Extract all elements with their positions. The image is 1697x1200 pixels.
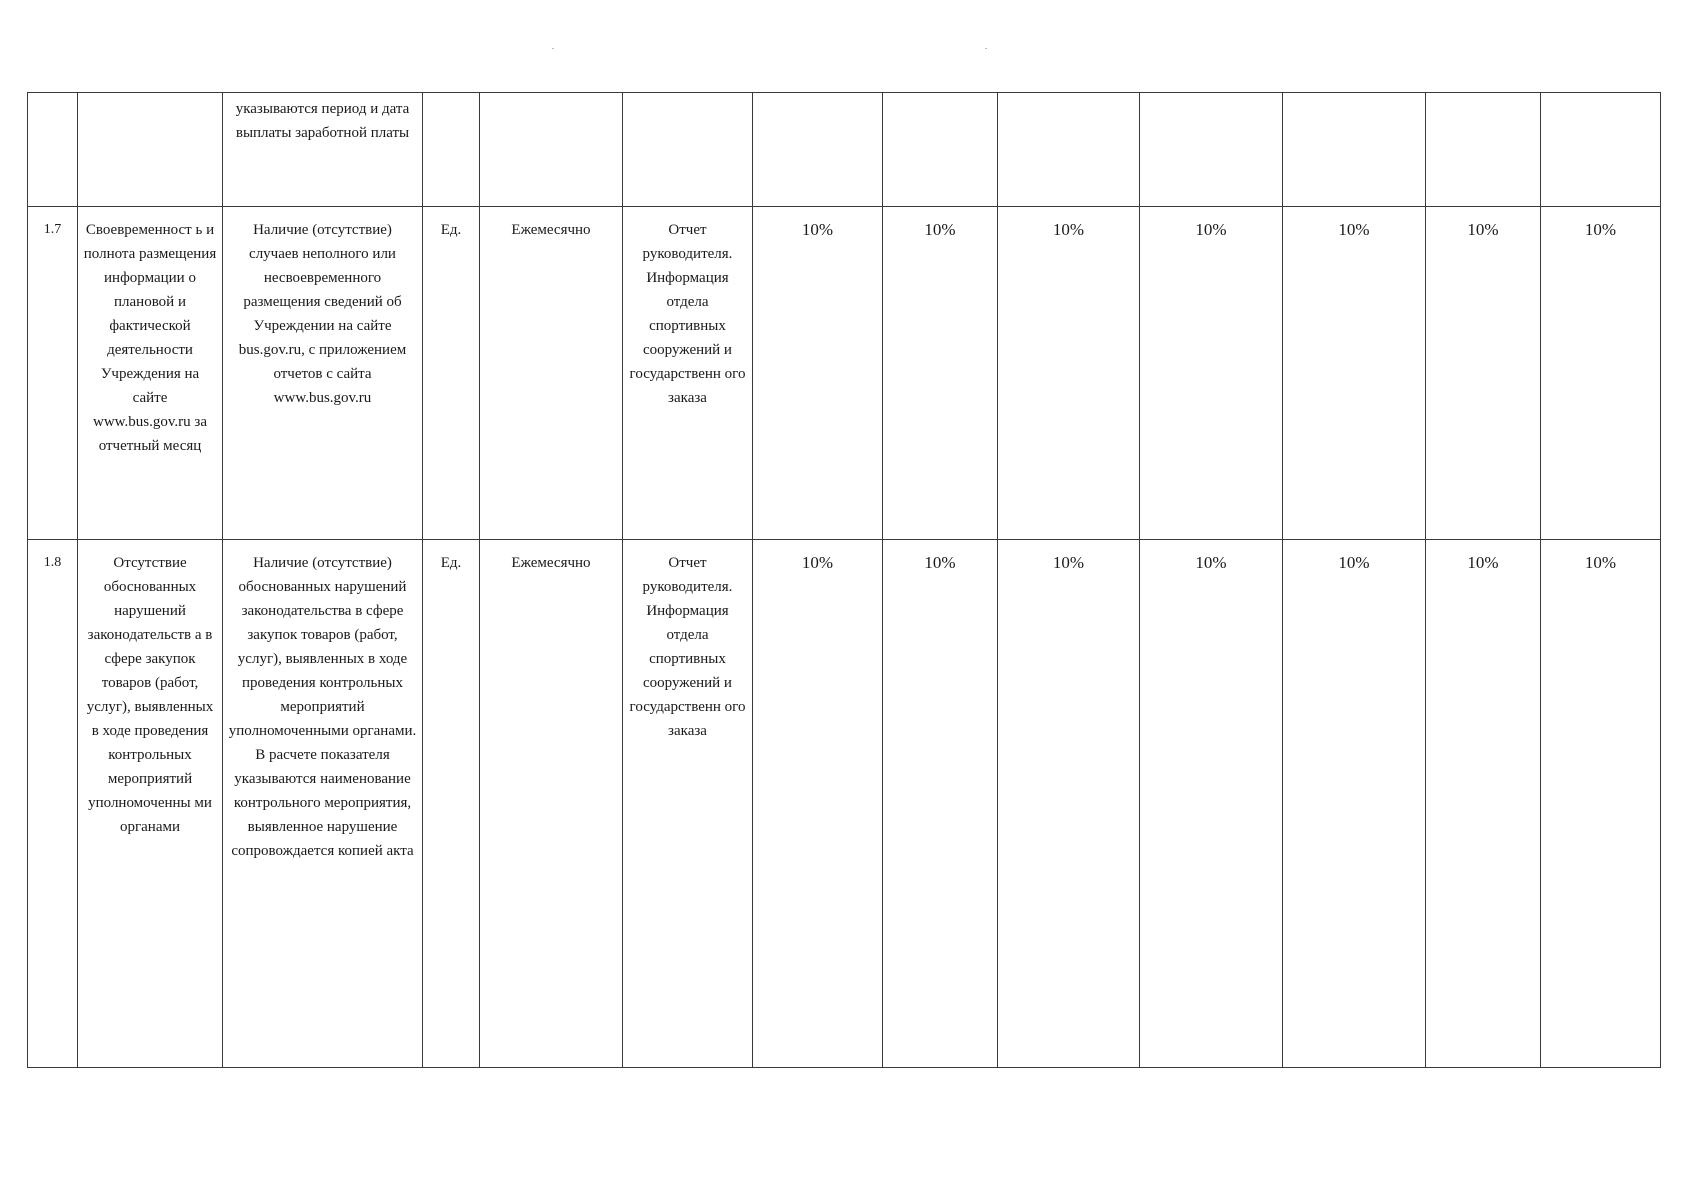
value-cell: 10% (1140, 540, 1283, 1068)
unit: Ед. (423, 540, 480, 1068)
row-number: 1.8 (28, 540, 78, 1068)
cell-value (1541, 93, 1661, 207)
value-cell: 10% (753, 207, 883, 540)
value-cell: 10% (1426, 207, 1541, 540)
scan-speck (985, 48, 987, 49)
table-row-1-8 (28, 540, 1661, 1068)
value-cell: 10% (883, 540, 998, 1068)
scan-speck (552, 48, 554, 49)
data-source: Отчет руководителя. Информация отдела спортивных сооружений и государственн ого заказа (623, 540, 753, 1068)
cell-value (753, 93, 883, 207)
frequency: Ежемесячно (480, 207, 623, 540)
cell-frequency (480, 93, 623, 207)
cell-source (623, 93, 753, 207)
indicator-name: Своевременност ь и полнота размещения информации о плановой и фактической деятельности Учреждения на сайте www.bus.gov.ru за отчетный месяц (78, 207, 223, 540)
cell-value (1283, 93, 1426, 207)
value-cell: 10% (1541, 207, 1661, 540)
cell-value (883, 93, 998, 207)
row-number: 1.7 (28, 207, 78, 540)
value-cell: 10% (1283, 207, 1426, 540)
cell-number (28, 93, 78, 207)
table-row-continuation (28, 93, 1661, 207)
cell-value (1426, 93, 1541, 207)
cell-value (998, 93, 1140, 207)
cell-value (1140, 93, 1283, 207)
value-cell: 10% (1426, 540, 1541, 1068)
indicator-name: Отсутствие обоснованных нарушений законодательств а в сфере закупок товаров (работ, услуг), выявленных в ходе проведения контрольных мероприятий уполномоченны ми органами (78, 540, 223, 1068)
value-cell: 10% (998, 207, 1140, 540)
value-cell: 10% (998, 540, 1140, 1068)
cell-unit (423, 93, 480, 207)
data-source: Отчет руководителя. Информация отдела спортивных сооружений и государственн ого заказа (623, 207, 753, 540)
indicator-description: Наличие (отсутствие) обоснованных нарушений законодательства в сфере закупок товаров (работ, услуг), выявленных в ходе проведения контрольных мероприятий уполномоченными органами. В расчете показателя указываются наименование контрольного мероприятия, выявленное нарушение сопровождается копией акта (223, 540, 423, 1068)
frequency: Ежемесячно (480, 540, 623, 1068)
value-cell: 10% (883, 207, 998, 540)
value-cell: 10% (753, 540, 883, 1068)
value-cell: 10% (1541, 540, 1661, 1068)
table-row-1-7 (28, 207, 1661, 540)
cell-description: указываются период и дата выплаты заработной платы (223, 93, 423, 207)
indicators-table (27, 92, 1661, 1068)
value-cell: 10% (1140, 207, 1283, 540)
value-cell: 10% (1283, 540, 1426, 1068)
indicator-description: Наличие (отсутствие) случаев неполного или несвоевременного размещения сведений об Учреждении на сайте bus.gov.ru, с приложением отчетов с сайта www.bus.gov.ru (223, 207, 423, 540)
cell-indicator (78, 93, 223, 207)
unit: Ед. (423, 207, 480, 540)
